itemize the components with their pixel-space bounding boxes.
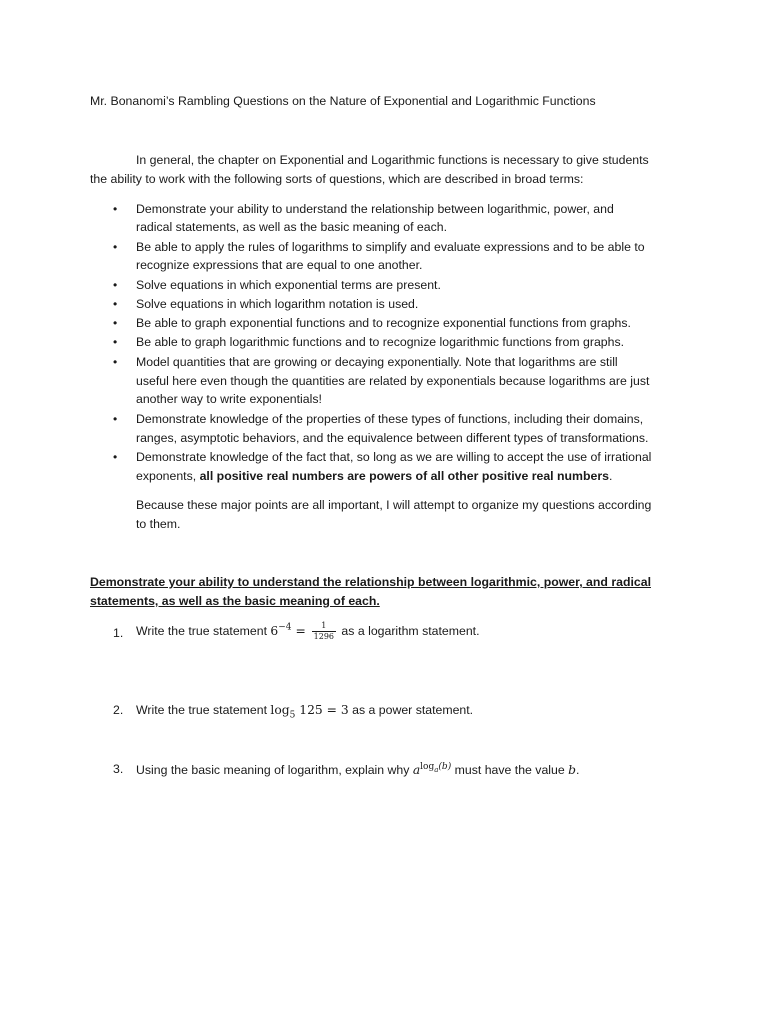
math-equals: = [291, 623, 310, 638]
bullet-marker: • [113, 316, 118, 330]
list-item: Demonstrate knowledge of the fact that, so long as we are willing to accept the use of irrational [136, 450, 652, 464]
question-text: Write the true statement [136, 623, 271, 638]
intro-line-1: In general, the chapter on Exponential and Logarithmic functions is necessary to give students [136, 153, 649, 167]
list-item: Be able to apply the rules of logarithms to simplify and evaluate expressions and to be able to [136, 240, 645, 254]
question-text: as a logarithm statement. [338, 623, 480, 638]
math-expression: 125 = 3 [295, 703, 349, 717]
math-exponent [420, 762, 451, 772]
bullet-marker: • [113, 412, 118, 426]
math-exponent: −4 [278, 622, 292, 633]
math-log: log [420, 762, 435, 772]
list-item: Be able to graph logarithmic functions and to recognize logarithmic functions from graphs. [136, 335, 625, 349]
bullet-marker: • [113, 297, 118, 311]
bullet-marker: • [113, 202, 118, 216]
math-log-base: a [434, 765, 439, 774]
math-argument: (b) [438, 762, 452, 772]
list-item [136, 469, 612, 483]
fraction-denominator: 1296 [313, 632, 335, 641]
question-1 [136, 621, 480, 642]
fraction-numerator: 1 [312, 621, 336, 632]
document-title: Mr. Bonanomi’s Rambling Questions on the Nature of Exponential and Logarithmic Functions [90, 94, 596, 108]
question-text: Write the true statement [136, 703, 271, 717]
list-item-text: exponents, [136, 469, 200, 483]
list-item: Model quantities that are growing or decaying exponentially. Note that logarithms are still [136, 355, 618, 369]
closing-line-1: Because these major points are all important, I will attempt to organize my questions according [136, 498, 652, 512]
emphasis-text: all positive real numbers are powers of all other positive real numbers [199, 469, 609, 483]
fraction [312, 621, 336, 642]
bullet-marker: • [113, 355, 118, 369]
math-log-base: 5 [289, 710, 296, 721]
list-item: useful here even though the quantities are related by exponentials because logarithms are just [136, 374, 650, 388]
math-base: 6 [270, 623, 279, 638]
list-item: radical statements, as well as the basic meaning of each. [136, 220, 448, 234]
list-item: Demonstrate your ability to understand the relationship between logarithmic, power, and [136, 202, 614, 216]
section-heading-line-2: statements, as well as the basic meaning of each. [90, 594, 380, 608]
list-item: Solve equations in which logarithm notation is used. [136, 297, 419, 311]
bullet-marker: • [113, 240, 118, 254]
bullet-marker: • [113, 335, 118, 349]
math-base: a [412, 763, 421, 778]
list-item: ranges, asymptotic behaviors, and the equivalence between different types of transformations. [136, 431, 649, 445]
bullet-marker: • [113, 450, 118, 464]
bullet-marker: • [113, 278, 118, 292]
question-number: 2. [113, 703, 124, 717]
intro-line-2: the ability to work with the following sorts of questions, which are described in broad terms: [90, 172, 584, 186]
closing-line-2: to them. [136, 517, 181, 531]
math-log: log [270, 703, 290, 717]
question-3 [136, 762, 579, 777]
question-number: 3. [113, 762, 124, 776]
question-text: must have the value [451, 763, 569, 778]
math-variable: b [568, 763, 576, 778]
list-item: Be able to graph exponential functions and to recognize exponential functions from graphs. [136, 316, 631, 330]
question-text: . [575, 763, 580, 778]
question-number: 1. [113, 626, 124, 640]
question-text: as a power statement. [348, 703, 474, 717]
list-item-text: . [608, 469, 613, 483]
list-item: Demonstrate knowledge of the properties of these types of functions, including their domains, [136, 412, 644, 426]
list-item: another way to write exponentials! [136, 392, 322, 406]
question-2 [136, 703, 473, 720]
list-item: Solve equations in which exponential terms are present. [136, 278, 441, 292]
list-item: recognize expressions that are equal to one another. [136, 258, 423, 272]
section-heading-line-1: Demonstrate your ability to understand the relationship between logarithmic, power, and radical [90, 575, 651, 589]
question-text: Using the basic meaning of logarithm, explain why [136, 763, 413, 778]
